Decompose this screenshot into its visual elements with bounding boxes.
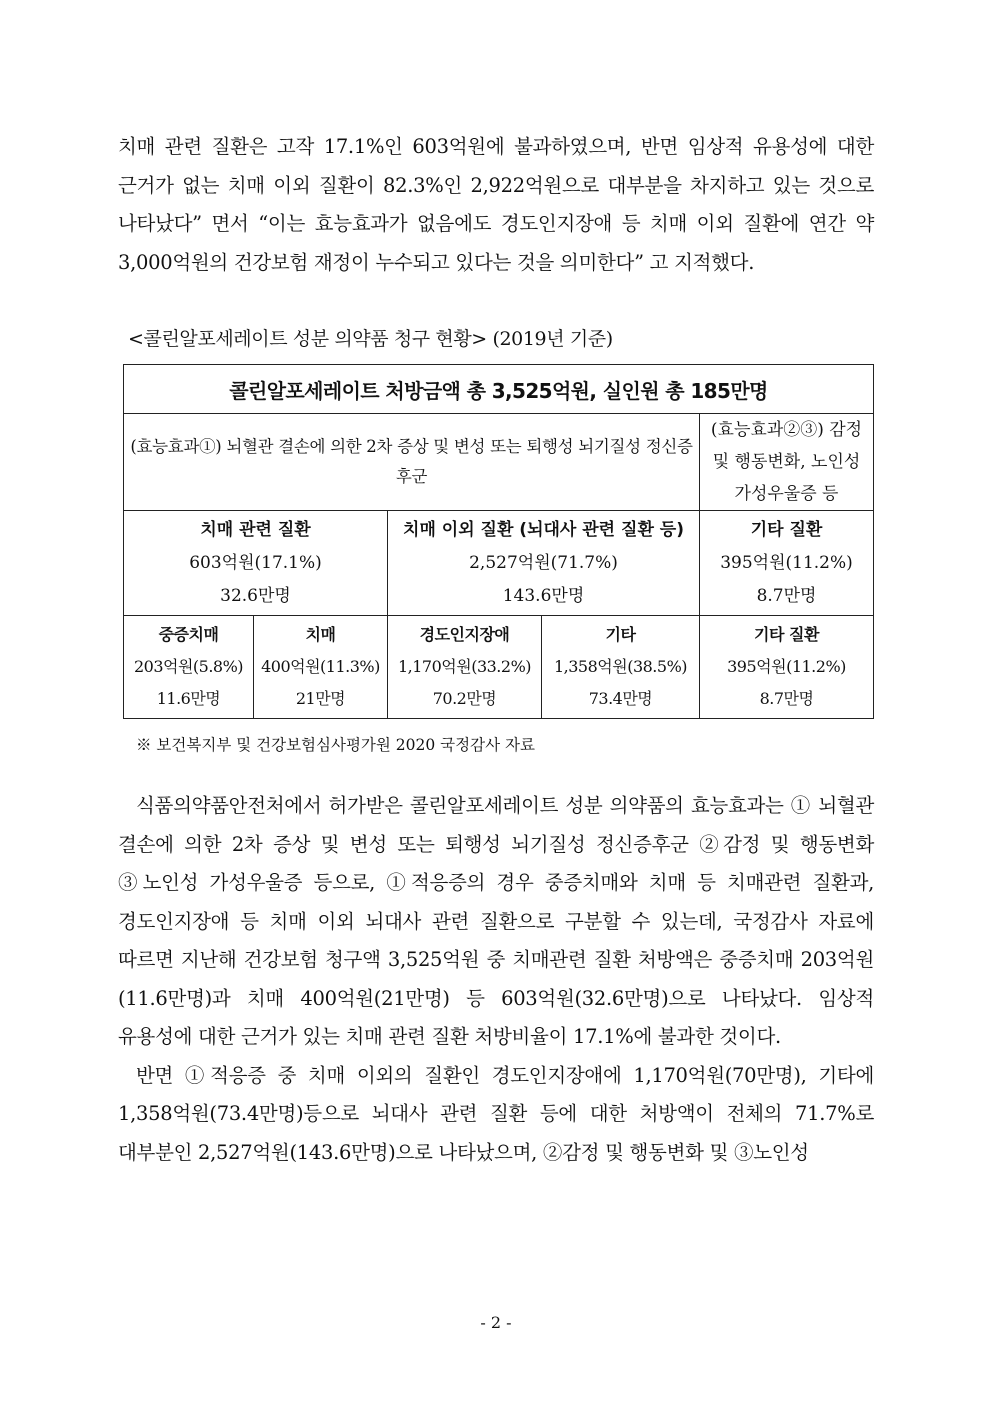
- intro-paragraph: 치매 관련 질환은 고작 17.1%인 603억원에 불과하였으며, 반면 임상적 유용성에 대한 근거가 없는 치매 이외 질환이 82.3%인 2,922억원으로 대부분을 차지하고 있는 것으로 나타났다” 면서 “이는 효능효과가 없음에도 경도인지장애 등 치매 이외 질환에 연간 약 3,000억원의 건강보험 재정이 누수되고 있다는 것을 의미한다” 고 지적했다.: [118, 135, 874, 274]
- document-page: [118, 128, 874, 1172]
- detail-people: 73.4만명: [588, 689, 653, 708]
- page-number: - 2 -: [480, 1313, 512, 1332]
- table-title: 콜린알포세레이트 처방금액 총 3,525억원, 실인원 총 185만명: [124, 365, 874, 414]
- detail-people: 8.7만명: [759, 689, 814, 708]
- group-name: 치매 이외 질환 (뇌대사 관련 질환 등): [403, 519, 684, 540]
- table-caption-sub: (2019년 기준): [492, 328, 613, 350]
- detail-amount: 395억원(11.2%): [727, 657, 846, 676]
- effect-row: [124, 414, 874, 511]
- detail-people: 70.2만명: [432, 689, 497, 708]
- detail-name: 치매: [305, 625, 336, 644]
- group-amount: 2,527억원(71.7%): [469, 552, 618, 573]
- group-people: 8.7만명: [756, 585, 817, 606]
- table-title-row: [124, 365, 874, 414]
- body-paragraph-3: 반면 ①적응증 중 치매 이외의 질환인 경도인지장애에 1,170억원(70만명), 기타에 1,358억원(73.4만명)등으로 뇌대사 관련 질환 등에 대한 처방액이 전체의 71.7%로 대부분인 2,527억원(143.6만명)으로 나타났으며, ②감정 및 행동변화 및 ③노인성: [118, 1063, 874, 1164]
- detail-cell-other-disease: [700, 616, 874, 719]
- detail-amount: 203억원(5.8%): [133, 657, 244, 676]
- detail-amount: 1,358억원(38.5%): [553, 657, 688, 676]
- table-caption-main: <콜린알포세레이트 성분 의약품 청구 현황>: [128, 328, 487, 350]
- group-cell-dementia: [124, 511, 388, 616]
- detail-cell-severe-dementia: [124, 616, 254, 719]
- body-paragraph-2: 식품의약품안전처에서 허가받은 콜린알포세레이트 성분 의약품의 효능효과는 ① 뇌혈관 결손에 의한 2차 증상 및 변성 또는 퇴행성 뇌기질성 정신증후군 ②감정 및 행동변화 ③노인성 가성우울증 등으로, ①적응증의 경우 중증치매와 치매 등 치매관련 질환과, 경도인지장애 등 치매 이외 뇌대사 관련 질환으로 구분할 수 있는데, 국정감사 자료에 따르면 지난해 건강보험 청구액 3,525억원 중 치매관련 질환 처방액은 중증치매 203억원(11.6만명)과 치매 400억원(21만명) 등 603억원(32.6만명)으로 나타났다. 임상적 유용성에 대한 근거가 있는 치매 관련 질환 처방비율이 17.1%에 불과한 것이다.: [118, 794, 874, 1048]
- effect-1-cell: (효능효과①) 뇌혈관 결손에 의한 2차 증상 및 변성 또는 퇴행성 뇌기질성 정신증후군: [124, 414, 700, 511]
- group-row: [124, 511, 874, 616]
- detail-row: [124, 616, 874, 719]
- detail-cell-mci: [388, 616, 542, 719]
- detail-amount: 1,170억원(33.2%): [397, 657, 532, 676]
- detail-name: 기타: [605, 625, 636, 644]
- detail-amount: 400억원(11.3%): [261, 657, 380, 676]
- detail-name: 중증치매: [158, 625, 219, 644]
- detail-people: 21만명: [295, 689, 346, 708]
- detail-cell-etc: [542, 616, 700, 719]
- claims-table: [123, 364, 874, 719]
- detail-name: 기타 질환: [754, 625, 819, 644]
- source-note: ※ 보건복지부 및 건강보험심사평가원 2020 국정감사 자료: [136, 736, 535, 754]
- effect-23-cell: (효능효과②③) 감정 및 행동변화, 노인성 가성우울증 등: [700, 414, 874, 511]
- detail-cell-dementia: [254, 616, 388, 719]
- table-caption: [128, 326, 874, 352]
- detail-name: 경도인지장애: [419, 625, 510, 644]
- detail-people: 11.6만명: [156, 689, 221, 708]
- group-people: 143.6만명: [502, 585, 585, 606]
- group-name: 기타 질환: [750, 519, 823, 540]
- group-cell-other: [700, 511, 874, 616]
- group-name: 치매 관련 질환: [200, 519, 311, 540]
- group-people: 32.6만명: [220, 585, 291, 606]
- group-cell-non-dementia: [388, 511, 700, 616]
- group-amount: 395억원(11.2%): [720, 552, 853, 573]
- group-amount: 603억원(17.1%): [189, 552, 322, 573]
